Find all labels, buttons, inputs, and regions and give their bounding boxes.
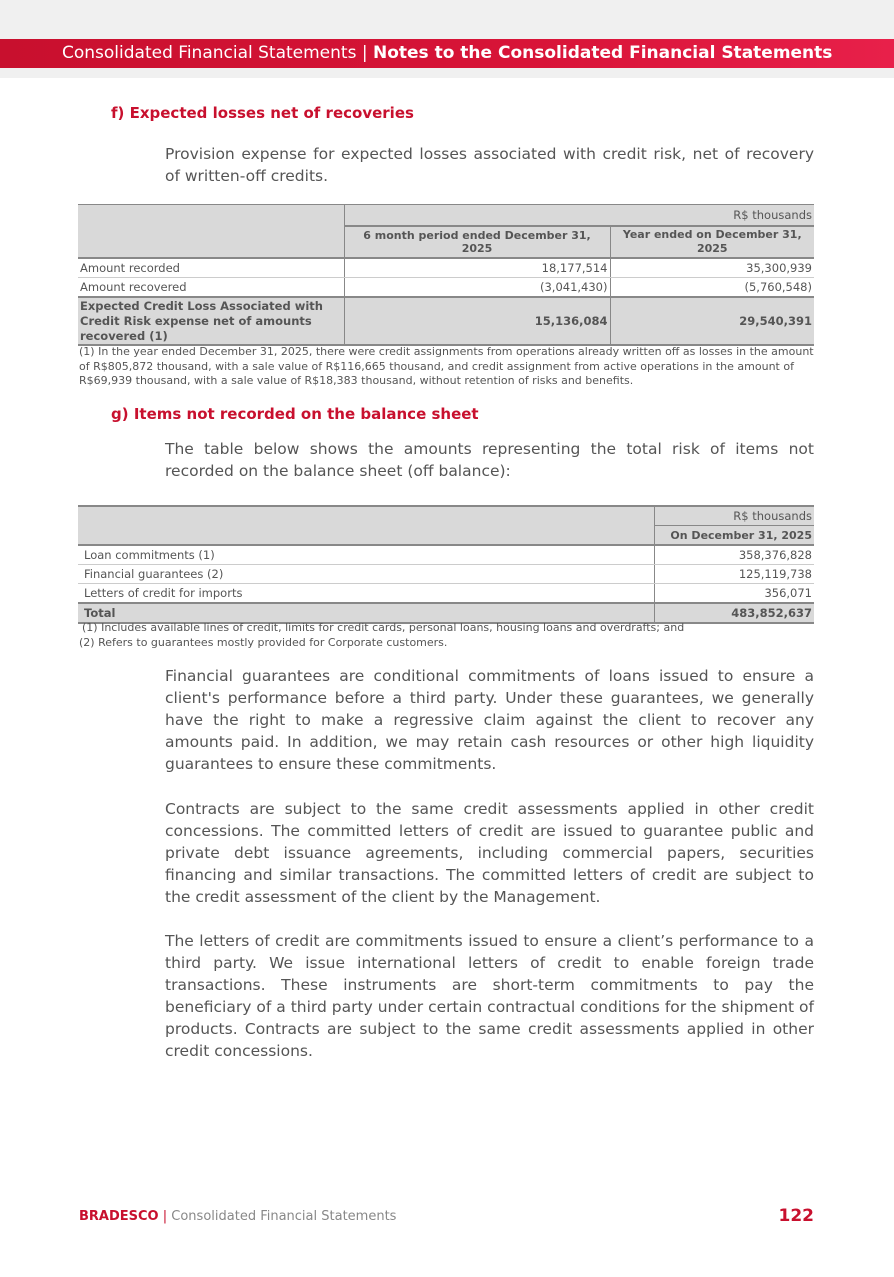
cell-value: (5,760,548)	[610, 278, 814, 298]
section-g-intro: The table below shows the amounts representing the total risk of items not recorded on the balance sheet (off balance):	[165, 440, 814, 480]
page-number: 122	[778, 1206, 814, 1226]
row-label: Loan commitments (1)	[78, 545, 654, 565]
column-header: 6 month period ended December 31, 2025	[344, 226, 610, 258]
expected-losses-table	[78, 204, 814, 346]
header-section: Consolidated Financial Statements	[62, 43, 357, 63]
total-row-label: Expected Credit Loss Associated with Credit Risk expense net of amounts recovered (1)	[78, 297, 344, 345]
footnote-1: (1) Includes available lines of credit, limits for credit cards, personal loans, housing loans and overdrafts; and	[82, 621, 685, 634]
total-cell-value: 29,540,391	[610, 297, 814, 345]
footer-doc-title: Consolidated Financial Statements	[171, 1209, 397, 1224]
body-paragraph: Financial guarantees are conditional commitments of loans issued to ensure a client's performance before a third party. Under these guarantees, we generally have the right to make a regressive claim against the client to recover any amounts paid. In addition, we may retain cash resources or other high liquidity guarantees to ensure these commitments.	[165, 667, 814, 773]
cell-value: 358,376,828	[654, 545, 814, 565]
section-f-intro: Provision expense for expected losses associated with credit risk, net of recovery of written-off credits.	[165, 145, 814, 185]
footer-brand: BRADESCO	[79, 1209, 159, 1224]
row-label: Financial guarantees (2)	[78, 565, 654, 584]
cell-value: 125,119,738	[654, 565, 814, 584]
unit-label: R$ thousands	[654, 506, 814, 526]
section-g-title: g) Items not recorded on the balance sheet	[111, 405, 479, 423]
header-subsection: Notes to the Consolidated Financial Statements	[372, 43, 833, 63]
unit-label: R$ thousands	[610, 205, 814, 226]
row-label: Amount recovered	[80, 280, 187, 294]
footer-separator: |	[162, 1209, 168, 1224]
footnote-2: (2) Refers to guarantees mostly provided for Corporate customers.	[79, 636, 448, 649]
cell-value: (3,041,430)	[344, 278, 610, 298]
page-header-banner	[0, 39, 894, 68]
total-row-label: Total	[78, 603, 654, 623]
column-header: On December 31, 2025	[654, 526, 814, 546]
footer	[79, 1209, 396, 1224]
off-balance-table	[78, 505, 814, 624]
row-label: Letters of credit for imports	[84, 586, 243, 600]
table-corner	[78, 506, 654, 545]
section-f-title: f) Expected losses net of recoveries	[111, 104, 414, 122]
cell-value: 18,177,514	[344, 258, 610, 278]
body-paragraph: Contracts are subject to the same credit assessments applied in other credit concessions. The committed letters of credit are issued to guarantee public and private debt issuance agreements, including commercial papers, securities financing and similar transactions. The committed letters of credit are subject to the credit assessment of the client by the Management.	[165, 800, 814, 906]
total-cell-value: 15,136,084	[344, 297, 610, 345]
body-paragraph: The letters of credit are commitments issued to ensure a client’s performance to a third party. We issue international letters of credit to enable foreign trade transactions. These instruments are short-term commitments to pay the beneficiary of a third party under certain contractual conditions for the shipment of products. Contracts are subject to the same credit assessments applied in other credit concessions.	[165, 932, 814, 1060]
cell-value: 356,071	[654, 584, 814, 604]
total-cell-value: 483,852,637	[654, 603, 814, 623]
row-label: Amount recorded	[78, 258, 344, 278]
cell-value: 35,300,939	[610, 258, 814, 278]
column-header: Year ended on December 31, 2025	[610, 226, 814, 258]
header-separator: |	[361, 43, 368, 63]
table-corner	[78, 205, 344, 258]
footnote-section-f: (1) In the year ended December 31, 2025, there were credit assignments from operations already written off as losses in the amount of R$805,872 thousand, with a sale value of R$116,665 thousand, and credit assignment from active operations in the amount of R$69,939 thousand, with a sale value of R$18,383 thousand, without retention of risks and benefits.	[79, 345, 814, 387]
